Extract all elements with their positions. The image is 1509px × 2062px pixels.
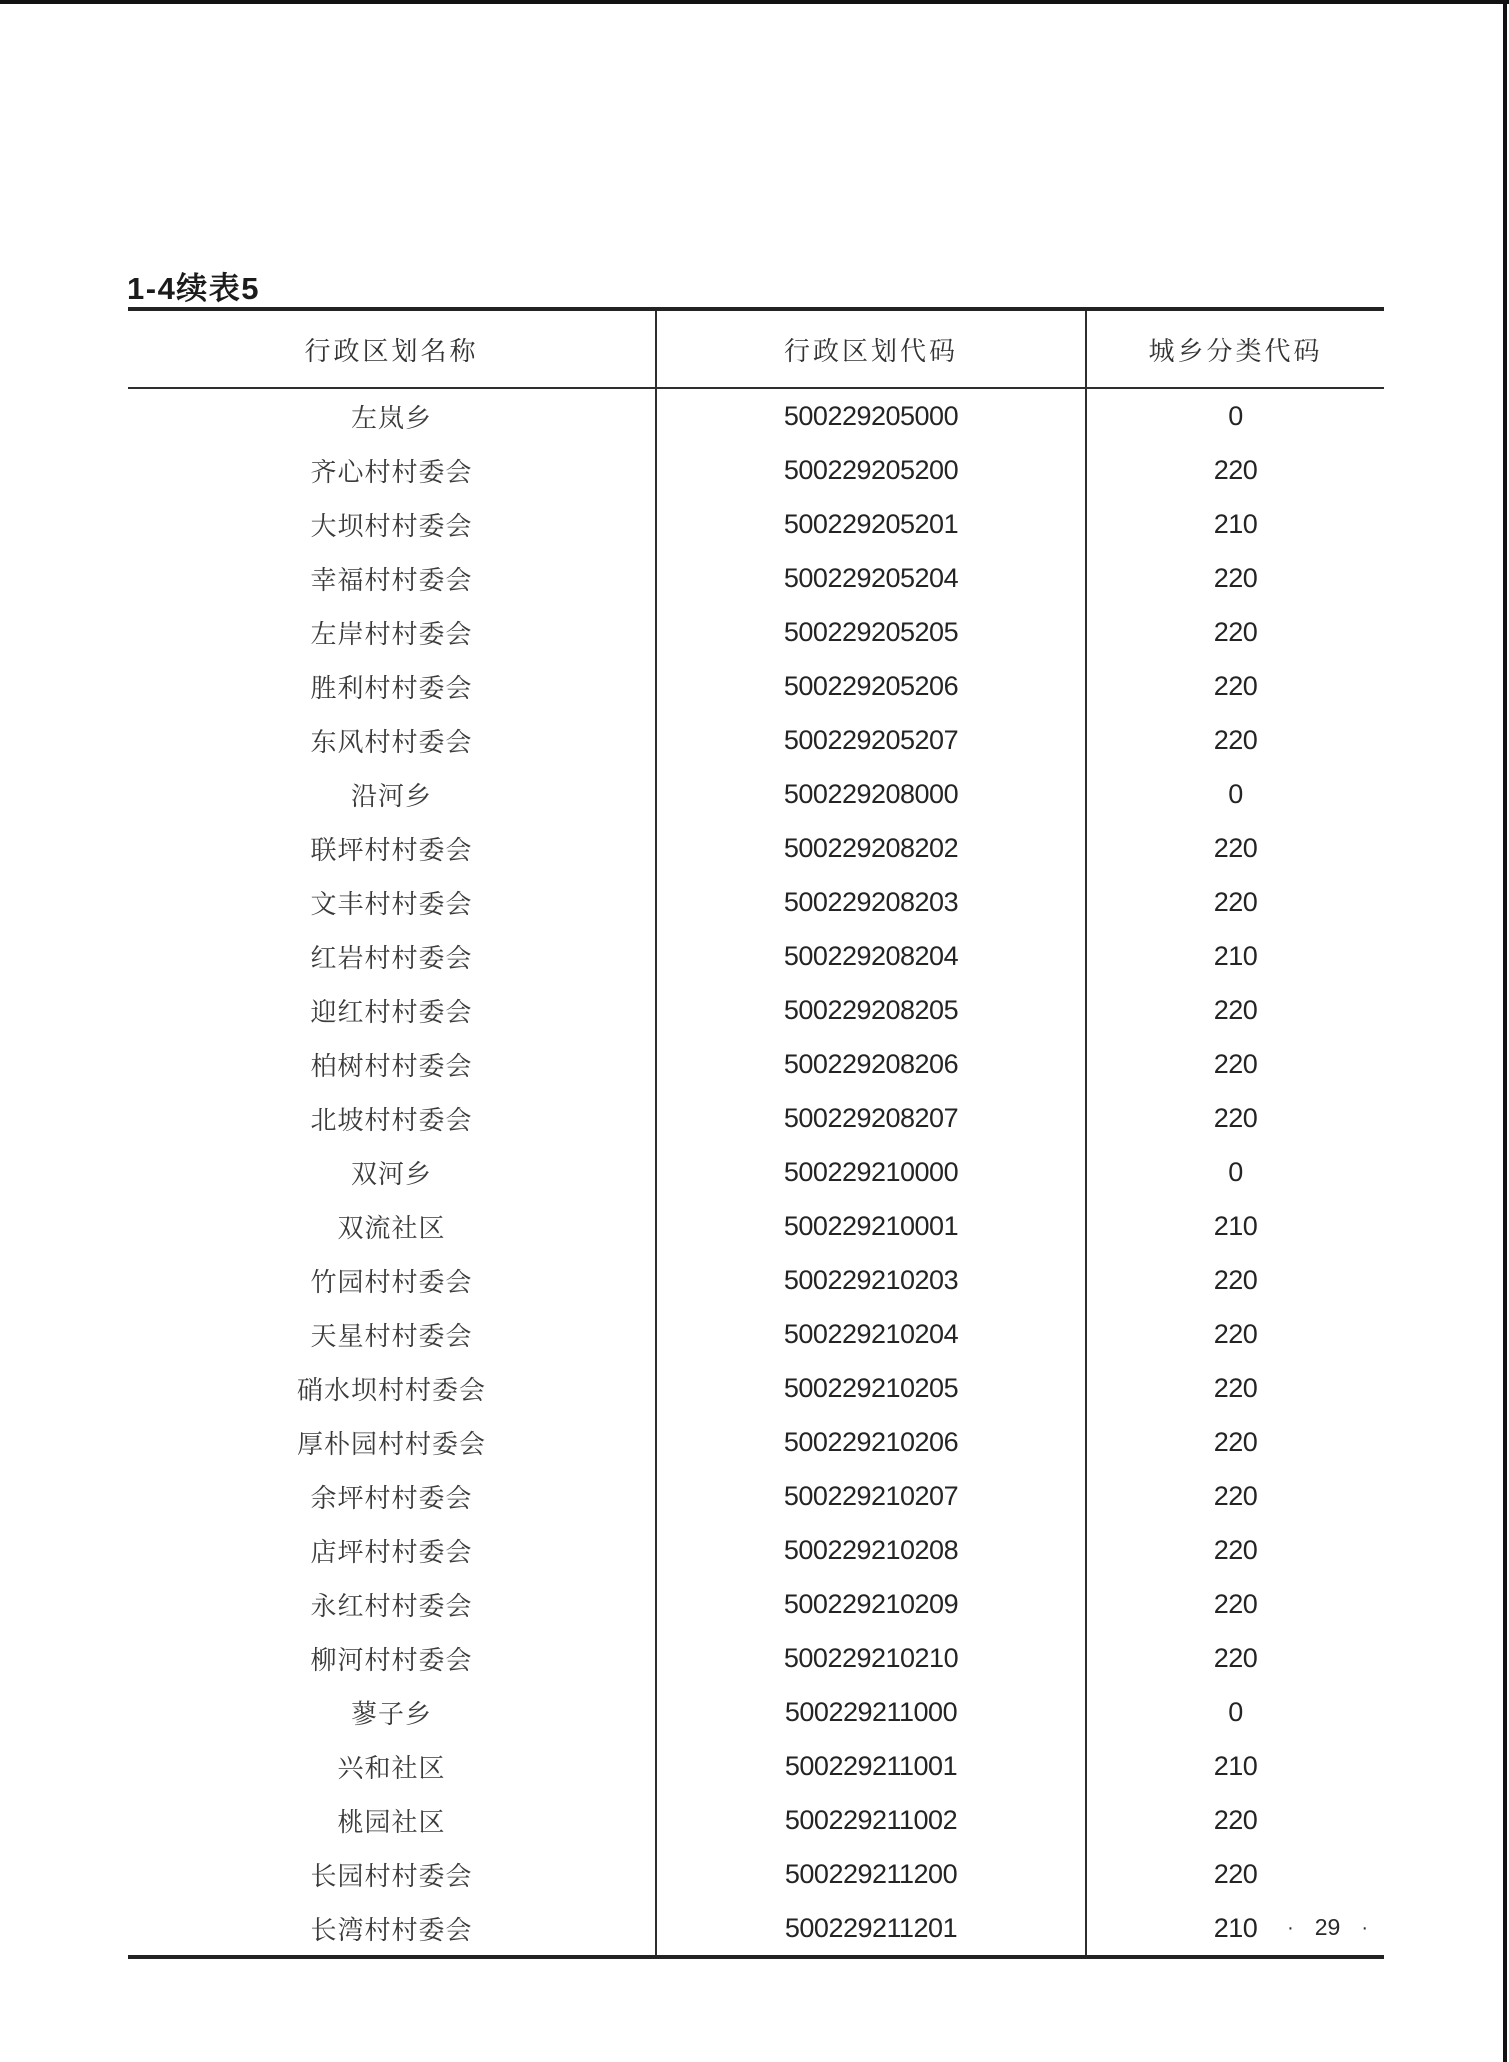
cell-urban-rural-code: 220: [1213, 1858, 1258, 1889]
cell-division-code: 500229211201: [656, 1901, 1086, 1957]
cell-division-code: 500229210210: [656, 1631, 1086, 1685]
cell-urban-rural-code: 220: [1213, 1264, 1258, 1295]
cell-division-code: 500229205201: [656, 497, 1086, 551]
cell-urban-rural-code: 220: [1213, 832, 1258, 863]
cell-urban-rural-code: 210: [1213, 940, 1258, 971]
cell-urban-rural-code: 220: [1213, 994, 1258, 1025]
cell-division-code: 500229211001: [656, 1739, 1086, 1793]
cell-division-name: 蓼子乡: [128, 1685, 656, 1739]
cell-urban-rural-code: 210: [1213, 1210, 1258, 1241]
cell-urban-rural-code: 220: [1213, 1318, 1258, 1349]
table-row: [128, 821, 1384, 875]
table-row: [128, 1145, 1384, 1199]
cell-division-name: 左岸村村委会: [128, 605, 656, 659]
table-row: [128, 1199, 1384, 1253]
cell-division-code: 500229211002: [656, 1793, 1086, 1847]
table-row: [128, 1469, 1384, 1523]
cell-division-name: 双流社区: [128, 1199, 656, 1253]
cell-division-code: 500229210206: [656, 1415, 1086, 1469]
cell-division-code: 500229210204: [656, 1307, 1086, 1361]
cell-division-code: 500229211200: [656, 1847, 1086, 1901]
cell-urban-rural-code: 220: [1213, 1588, 1258, 1619]
cell-division-code: 500229210203: [656, 1253, 1086, 1307]
scan-edge-top: [0, 0, 1509, 4]
column-header-urban-rural-code: 城乡分类代码: [1086, 309, 1384, 388]
footer-left-dot: ·: [1287, 1916, 1294, 1939]
table-row: [128, 1793, 1384, 1847]
table-row: [128, 1631, 1384, 1685]
cell-urban-rural-code: 220: [1213, 670, 1258, 701]
cell-division-code: 500229208206: [656, 1037, 1086, 1091]
cell-division-name: 双河乡: [128, 1145, 656, 1199]
table-row: [128, 1523, 1384, 1577]
cell-division-name: 大坝村村委会: [128, 497, 656, 551]
cell-urban-rural-code: 220: [1213, 454, 1258, 485]
cell-division-name: 柏树村村委会: [128, 1037, 656, 1091]
cell-division-name: 文丰村村委会: [128, 875, 656, 929]
cell-division-code: 500229210205: [656, 1361, 1086, 1415]
cell-division-code: 500229208202: [656, 821, 1086, 875]
admin-division-table: [128, 307, 1384, 1959]
cell-division-code: 500229208205: [656, 983, 1086, 1037]
cell-division-name: 余坪村村委会: [128, 1469, 656, 1523]
cell-division-code: 500229205205: [656, 605, 1086, 659]
cell-division-code: 500229210208: [656, 1523, 1086, 1577]
cell-division-name: 永红村村委会: [128, 1577, 656, 1631]
cell-division-code: 500229210209: [656, 1577, 1086, 1631]
table-row: [128, 551, 1384, 605]
cell-urban-rural-code: 220: [1213, 562, 1258, 593]
cell-division-name: 兴和社区: [128, 1739, 656, 1793]
cell-division-name: 齐心村村委会: [128, 443, 656, 497]
cell-division-name: 硝水坝村村委会: [128, 1361, 656, 1415]
table-row: [128, 1307, 1384, 1361]
scan-edge-right: [1503, 0, 1507, 2062]
cell-division-code: 500229208204: [656, 929, 1086, 983]
table-body: [128, 388, 1384, 1957]
cell-urban-rural-code: 220: [1213, 616, 1258, 647]
table-row: [128, 1415, 1384, 1469]
cell-urban-rural-code: 220: [1213, 1426, 1258, 1457]
table-row: [128, 659, 1384, 713]
table-row: [128, 605, 1384, 659]
cell-urban-rural-code: 210: [1213, 1750, 1258, 1781]
table-row: [128, 1577, 1384, 1631]
cell-urban-rural-code: 220: [1213, 724, 1258, 755]
cell-division-code: 500229210001: [656, 1199, 1086, 1253]
cell-urban-rural-code: 220: [1213, 1642, 1258, 1673]
cell-urban-rural-code: 220: [1213, 1480, 1258, 1511]
cell-division-name: 竹园村村委会: [128, 1253, 656, 1307]
header-row: [128, 309, 1384, 388]
cell-division-name: 沿河乡: [128, 767, 656, 821]
cell-division-code: 500229205206: [656, 659, 1086, 713]
cell-urban-rural-code: 220: [1213, 1804, 1258, 1835]
cell-division-code: 500229205200: [656, 443, 1086, 497]
cell-urban-rural-code: 220: [1213, 886, 1258, 917]
table-row: [128, 1091, 1384, 1145]
table-header: [128, 309, 1384, 388]
table-row: [128, 1739, 1384, 1793]
cell-urban-rural-code: 220: [1213, 1372, 1258, 1403]
cell-division-name: 桃园社区: [128, 1793, 656, 1847]
cell-urban-rural-code: 0: [1228, 1156, 1243, 1187]
cell-division-name: 厚朴园村村委会: [128, 1415, 656, 1469]
table-row: [128, 875, 1384, 929]
cell-division-name: 店坪村村委会: [128, 1523, 656, 1577]
cell-division-code: 500229210207: [656, 1469, 1086, 1523]
cell-urban-rural-code: 220: [1213, 1102, 1258, 1133]
table-row: [128, 767, 1384, 821]
cell-division-name: 左岚乡: [128, 388, 656, 443]
cell-division-name: 北坡村村委会: [128, 1091, 656, 1145]
cell-urban-rural-code: 0: [1228, 1696, 1243, 1727]
cell-division-name: 联坪村村委会: [128, 821, 656, 875]
cell-division-code: 500229211000: [656, 1685, 1086, 1739]
cell-division-name: 天星村村委会: [128, 1307, 656, 1361]
cell-urban-rural-code: 0: [1228, 778, 1243, 809]
column-header-division-code: 行政区划代码: [656, 309, 1086, 388]
cell-division-name: 红岩村村委会: [128, 929, 656, 983]
table-row: [128, 1253, 1384, 1307]
cell-urban-rural-code: 0: [1228, 400, 1243, 431]
cell-division-code: 500229210000: [656, 1145, 1086, 1199]
table-row: [128, 1685, 1384, 1739]
cell-division-name: 长园村村委会: [128, 1847, 656, 1901]
cell-urban-rural-code: 210: [1213, 508, 1258, 539]
page-number-value: 29: [1314, 1914, 1341, 1940]
table-row: [128, 1037, 1384, 1091]
table-row: [128, 388, 1384, 443]
cell-division-code: 500229208203: [656, 875, 1086, 929]
cell-division-code: 500229208000: [656, 767, 1086, 821]
cell-urban-rural-code: 220: [1213, 1534, 1258, 1565]
table-row: [128, 1361, 1384, 1415]
table-row: [128, 713, 1384, 767]
cell-division-name: 幸福村村委会: [128, 551, 656, 605]
cell-division-name: 东风村村委会: [128, 713, 656, 767]
column-header-division-name: 行政区划名称: [128, 309, 656, 388]
cell-urban-rural-code: 220: [1213, 1048, 1258, 1079]
table-title: 1-4续表5: [127, 271, 261, 306]
table-row: [128, 497, 1384, 551]
cell-division-name: 长湾村村委会: [128, 1901, 656, 1957]
cell-division-code: 500229205204: [656, 551, 1086, 605]
cell-division-code: 500229205207: [656, 713, 1086, 767]
table-row: [128, 929, 1384, 983]
table-row: [128, 443, 1384, 497]
table-row: [128, 983, 1384, 1037]
footer-right-dot: ·: [1361, 1916, 1368, 1939]
cell-division-code: 500229208207: [656, 1091, 1086, 1145]
table-row: [128, 1901, 1384, 1957]
cell-division-name: 柳河村村委会: [128, 1631, 656, 1685]
table-row: [128, 1847, 1384, 1901]
page-number: [1287, 1916, 1368, 1939]
cell-urban-rural-code: 210: [1213, 1912, 1258, 1943]
cell-division-name: 胜利村村委会: [128, 659, 656, 713]
cell-division-code: 500229205000: [656, 388, 1086, 443]
cell-division-name: 迎红村村委会: [128, 983, 656, 1037]
